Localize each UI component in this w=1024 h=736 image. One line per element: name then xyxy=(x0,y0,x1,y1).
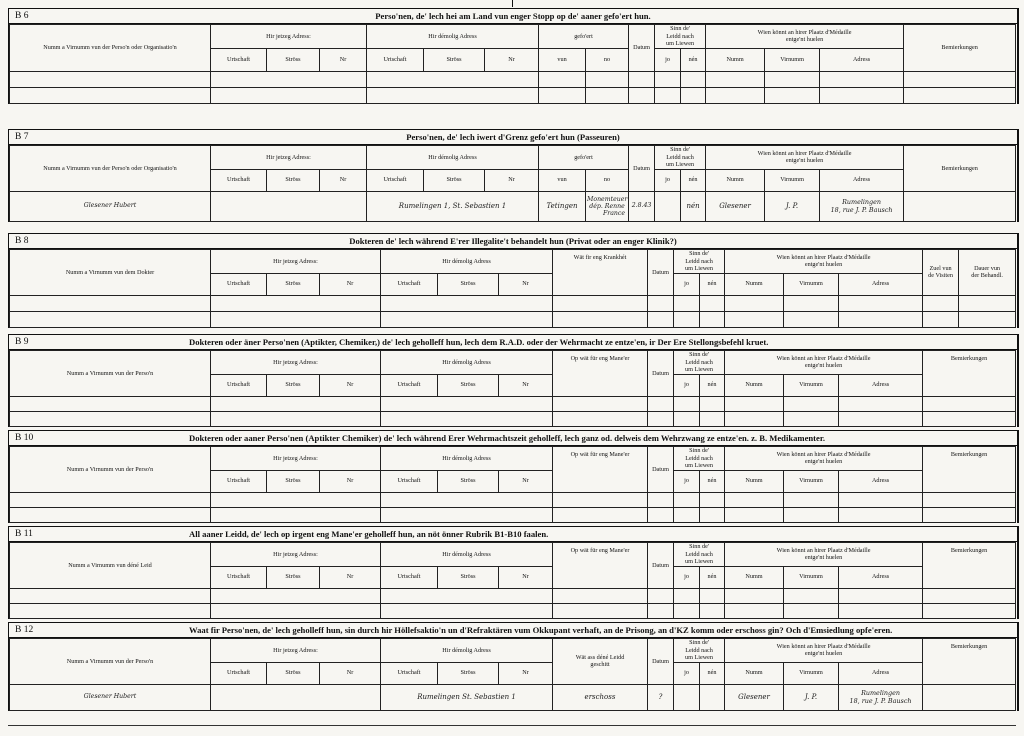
datum-header: Datum xyxy=(629,146,655,192)
stross-header: Ströss xyxy=(267,374,320,396)
sinn-line3: um Liewen xyxy=(685,654,714,661)
entry-row xyxy=(10,87,1016,103)
nr-header: Nr xyxy=(320,470,381,492)
datum-header: Datum xyxy=(648,250,674,296)
hir-adress-header: Hir jetzeg Adress: xyxy=(211,447,381,471)
bemierkungen-header: Bemierkungen xyxy=(923,639,1016,685)
wien-line2: entge'nt huelen xyxy=(804,554,843,562)
jo-header: jo xyxy=(674,566,700,588)
sinn-line2: Leidd nach xyxy=(685,454,713,462)
op-wat-header: Op wät für eng Mane'er xyxy=(553,447,648,493)
section-id: B 12 xyxy=(15,625,34,635)
jo-header: jo xyxy=(674,273,700,295)
numm-header: Numm xyxy=(725,566,784,588)
nr-header: Nr xyxy=(499,470,553,492)
entry-numm: Glesener xyxy=(725,684,784,710)
sinn-line3: um Liewen xyxy=(685,462,714,469)
entry-numm: Glesener xyxy=(706,191,765,221)
stross-header: Ströss xyxy=(267,273,320,295)
stross-header: Ströss xyxy=(438,566,499,588)
section-title: All aaner Leidd, de' lech op irgent eng Mane'er geholleff hun, an nöt önner Rubrik B1-B10 faalen. xyxy=(189,529,549,539)
gefoert-header: gefo'ert xyxy=(539,25,629,49)
entry-row xyxy=(10,311,1016,327)
section-b10 xyxy=(8,430,1019,523)
jo-header: jo xyxy=(674,374,700,396)
nr-header: Nr xyxy=(320,374,381,396)
sinn-header xyxy=(674,250,725,274)
datum-header: Datum xyxy=(648,543,674,589)
entry-no-line2: dép. Renne xyxy=(589,202,625,210)
wien-header xyxy=(706,25,904,49)
stross-header: Ströss xyxy=(424,48,485,71)
entry-adress-line2: 18, rue J. P. Bausch xyxy=(849,697,912,705)
virnumm-header: Virnumm xyxy=(784,273,839,295)
sinn-line2: Leidd nach xyxy=(685,358,713,366)
sinn-line1: Sinn de' xyxy=(689,639,709,646)
page-bottom-rule xyxy=(8,725,1016,726)
bemierkungen-header: Bemierkungen xyxy=(923,447,1016,493)
nr-header: Nr xyxy=(320,48,367,71)
entry-nen: nén xyxy=(681,191,706,221)
dauer-behandl-header xyxy=(959,250,1016,296)
section-b10-table xyxy=(9,446,1016,523)
hir-demolig-header: Hir démolig Adress xyxy=(381,250,553,274)
urtschaft-header: Urtschaft xyxy=(381,273,438,295)
urtschaft-header: Urtschaft xyxy=(211,374,267,396)
section-id: B 9 xyxy=(15,337,29,347)
bemierkungen-header: Bemierkungen xyxy=(923,543,1016,589)
wien-line2: entge'nt huelen xyxy=(804,458,843,466)
nen-header: nén xyxy=(700,566,725,588)
zuel-visiten-header xyxy=(923,250,959,296)
urtschaft-header: Urtschaft xyxy=(381,374,438,396)
stross-header: Ströss xyxy=(438,374,499,396)
nr-header: Nr xyxy=(320,273,381,295)
name-col-header: Numm a Virnumm vun der Perso'n xyxy=(10,351,211,397)
entry-datum: 2.8.43 xyxy=(629,191,655,221)
numm-header: Numm xyxy=(706,169,765,191)
hir-demolig-header: Hir démolig Adress xyxy=(367,25,539,49)
hir-adress-header: Hir jetzeg Adress: xyxy=(211,543,381,567)
wien-line2: entge'nt huelen xyxy=(785,157,824,165)
op-wat-header: Op wät für eng Mane'er xyxy=(553,543,648,589)
urtschaft-header: Urtschaft xyxy=(367,48,424,71)
wien-line1: Wien könnt an hirer Plaatz d'Médaille xyxy=(776,354,871,362)
no-header: no xyxy=(586,169,629,191)
stross-header: Ströss xyxy=(438,662,499,684)
wien-line2: entge'nt huelen xyxy=(804,261,843,269)
jo-header: jo xyxy=(655,169,681,191)
wien-line2: entge'nt huelen xyxy=(804,362,843,370)
name-col-header: Numm a Virnumm vun der Perso'n oder Organisatio'n xyxy=(10,146,211,192)
entry-row xyxy=(10,603,1016,618)
virnumm-header: Virnumm xyxy=(765,169,820,191)
adress-header: Adress xyxy=(839,566,923,588)
sinn-line1: Sinn de' xyxy=(670,146,690,153)
stross-header: Ströss xyxy=(424,169,485,191)
nen-header: nén xyxy=(681,169,706,191)
entry-adress-line1: Rumelingen xyxy=(842,198,882,206)
sinn-header xyxy=(674,639,725,663)
nr-header: Nr xyxy=(499,566,553,588)
hir-adress-header: Hir jetzeg Adress: xyxy=(211,250,381,274)
section-b12 xyxy=(8,622,1019,711)
entry-row xyxy=(10,411,1016,426)
entry-wat: erschoss xyxy=(553,684,648,710)
virnumm-header: Virnumm xyxy=(784,374,839,396)
hir-adress-header: Hir jetzeg Adress: xyxy=(211,146,367,170)
section-b8-title-row xyxy=(9,234,1017,249)
adress-header: Adress xyxy=(820,169,904,191)
entry-demolig-adress: Rumelingen St. Sebastien 1 xyxy=(381,684,553,710)
datum-header: Datum xyxy=(629,25,655,72)
entry-row xyxy=(10,71,1016,87)
section-b10-title-row xyxy=(9,431,1017,446)
entry-row xyxy=(10,588,1016,603)
section-b7 xyxy=(8,129,1019,222)
stross-header: Ströss xyxy=(438,470,499,492)
name-col-header: Numm a Virnumm vun der Perso'n oder Organisatio'n xyxy=(10,25,211,72)
wien-line1: Wien könnt an hirer Plaatz d'Médaille xyxy=(757,149,852,157)
adress-header: Adress xyxy=(839,374,923,396)
numm-header: Numm xyxy=(725,470,784,492)
wien-header xyxy=(725,250,923,274)
entry-no-line3: France xyxy=(602,209,626,217)
urtschaft-header: Urtschaft xyxy=(211,566,267,588)
bemierkungen-header: Bemierkungen xyxy=(904,146,1016,192)
wien-line1: Wien könnt an hirer Plaatz d'Médaille xyxy=(776,253,871,261)
hir-adress-header: Hir jetzeg Adress: xyxy=(211,351,381,375)
entry-name: Glesener Hubert xyxy=(10,191,211,221)
vun-header: vun xyxy=(539,48,586,71)
wat-line2: geschitt xyxy=(590,661,610,669)
section-title: Perso'nen, de' lech hei am Land vun enger Stopp op de' aaner gefo'ert hun. xyxy=(375,11,651,21)
sinn-line2: Leidd nach xyxy=(685,257,713,265)
vun-header: vun xyxy=(539,169,586,191)
entry-no xyxy=(586,191,629,221)
datum-header: Datum xyxy=(648,639,674,685)
zuel-line2: de Visiten xyxy=(928,272,953,280)
section-b12-title-row xyxy=(9,623,1017,638)
hir-demolig-header: Hir démolig Adress xyxy=(381,351,553,375)
wien-line2: entge'nt huelen xyxy=(785,36,824,44)
adress-header: Adress xyxy=(839,470,923,492)
wat-line1: Wät ass déné Leidd xyxy=(575,653,625,661)
bemierkungen-header: Bemierkungen xyxy=(904,25,1016,72)
entry-adress xyxy=(839,684,923,710)
numm-header: Numm xyxy=(725,273,784,295)
sinn-line3: um Liewen xyxy=(685,558,714,565)
section-title: Dokteren oder aaner Perso'nen (Aptikter Chemiker) de' lech während Erer Wehrmachtszeit geholleff, lech ganz od. delweis dem Wehrzwang ze entze'en. z. B. Medikamenter. xyxy=(189,433,826,443)
virnumm-header: Virnumm xyxy=(784,566,839,588)
sinn-line2: Leidd nach xyxy=(666,32,694,40)
entry-no-line1: Monemteuer xyxy=(587,195,628,203)
stross-header: Ströss xyxy=(438,273,499,295)
urtschaft-header: Urtschaft xyxy=(367,169,424,191)
entry-adress xyxy=(820,191,904,221)
op-wat-header: Op wät für eng Mane'er xyxy=(553,351,648,397)
urtschaft-header: Urtschaft xyxy=(211,662,267,684)
section-title: Waat fir Perso'nen, de' lech geholleff hun, sin durch hir Höllefsaktio'n un d'Refraktären vum Okkupant verhaft, an de Prisong, an d'KZ komm oder erschoss gin? Och d'Emsiedlung opfe'eren. xyxy=(189,625,893,635)
zuel-line1: Zuel vun xyxy=(929,264,952,272)
urtschaft-header: Urtschaft xyxy=(381,662,438,684)
entry-vun: Tetingen xyxy=(539,191,586,221)
section-b6-title-row xyxy=(9,9,1017,24)
nr-header: Nr xyxy=(499,273,553,295)
entry-row xyxy=(10,507,1016,522)
hir-demolig-header: Hir démolig Adress xyxy=(381,639,553,663)
section-b12-table xyxy=(9,638,1016,711)
section-title: Perso'nen, de' lech iwert d'Grenz gefo'ert hun (Passeuren) xyxy=(406,132,620,142)
entry-row xyxy=(10,396,1016,411)
virnumm-header: Virnumm xyxy=(765,48,820,71)
section-b11-table xyxy=(9,542,1016,619)
wien-header xyxy=(706,146,904,170)
wien-header xyxy=(725,447,923,471)
hir-adress-header: Hir jetzeg Adress: xyxy=(211,639,381,663)
adress-header: Adress xyxy=(839,662,923,684)
jo-header: jo xyxy=(674,662,700,684)
bemierkungen-header: Bemierkungen xyxy=(923,351,1016,397)
section-b11 xyxy=(8,526,1019,619)
entry-row xyxy=(10,684,1016,710)
datum-header: Datum xyxy=(648,351,674,397)
hir-demolig-header: Hir démolig Adress xyxy=(381,543,553,567)
stross-header: Ströss xyxy=(267,662,320,684)
name-col-header: Numm a Virnumm vun der Perso'n xyxy=(10,447,211,493)
section-b6 xyxy=(8,8,1019,104)
section-b7-title-row xyxy=(9,130,1017,145)
sinn-line3: um Liewen xyxy=(685,265,714,272)
entry-adress-line2: 18, rue J. P. Bausch xyxy=(830,206,893,214)
sinn-header xyxy=(674,351,725,375)
entry-virnumm: J. P. xyxy=(765,191,820,221)
urtschaft-header: Urtschaft xyxy=(381,566,438,588)
name-col-header: Numm a Virnumm vun déné Leid xyxy=(10,543,211,589)
wien-header xyxy=(725,639,923,663)
name-col-header: Numm a Virnumm vun der Perso'n xyxy=(10,639,211,685)
sinn-header xyxy=(655,146,706,170)
section-b8-table xyxy=(9,249,1016,328)
nr-header: Nr xyxy=(320,662,381,684)
wien-line1: Wien könnt an hirer Plaatz d'Médaille xyxy=(776,450,871,458)
section-id: B 7 xyxy=(15,132,29,142)
hir-adress-header: Hir jetzeg Adress: xyxy=(211,25,367,49)
nr-header: Nr xyxy=(485,169,539,191)
section-b8 xyxy=(8,233,1019,328)
dauer-line1: Dauer vun xyxy=(974,264,1001,272)
stross-header: Ströss xyxy=(267,566,320,588)
wien-line1: Wien könnt an hirer Plaatz d'Médaille xyxy=(757,28,852,36)
urtschaft-header: Urtschaft xyxy=(381,470,438,492)
virnumm-header: Virnumm xyxy=(784,470,839,492)
urtschaft-header: Urtschaft xyxy=(211,48,267,71)
stross-header: Ströss xyxy=(267,470,320,492)
entry-virnumm: J. P. xyxy=(784,684,839,710)
section-b9-title-row xyxy=(9,335,1017,350)
nr-header: Nr xyxy=(320,566,381,588)
sinn-line1: Sinn de' xyxy=(670,25,690,32)
nr-header: Nr xyxy=(499,374,553,396)
sinn-line1: Sinn de' xyxy=(689,351,709,358)
entry-datum: ? xyxy=(648,684,674,710)
wien-line1: Wien könnt an hirer Plaatz d'Médaille xyxy=(776,642,871,650)
section-b7-table xyxy=(9,145,1016,222)
section-id: B 10 xyxy=(15,433,34,443)
datum-header: Datum xyxy=(648,447,674,493)
section-b9 xyxy=(8,334,1019,427)
nr-header: Nr xyxy=(499,662,553,684)
section-b11-title-row xyxy=(9,527,1017,542)
section-id: B 6 xyxy=(15,11,29,21)
hir-demolig-header: Hir démolig Adress xyxy=(367,146,539,170)
jo-header: jo xyxy=(674,470,700,492)
numm-header: Numm xyxy=(706,48,765,71)
sinn-header xyxy=(674,543,725,567)
sinn-header xyxy=(674,447,725,471)
nen-header: nén xyxy=(700,662,725,684)
nen-header: nén xyxy=(681,48,706,71)
entry-demolig-adress: Rumelingen 1, St. Sebastien 1 xyxy=(367,191,539,221)
entry-name: Glesener Hubert xyxy=(10,684,211,710)
adress-header: Adress xyxy=(839,273,923,295)
sinn-line1: Sinn de' xyxy=(689,543,709,550)
wat-geschitt-header xyxy=(553,639,648,685)
name-col-header: Numm a Virnumm vun dem Dokter xyxy=(10,250,211,296)
stross-header: Ströss xyxy=(267,169,320,191)
no-header: no xyxy=(586,48,629,71)
urtschaft-header: Urtschaft xyxy=(211,169,267,191)
stross-header: Ströss xyxy=(267,48,320,71)
wien-line2: entge'nt huelen xyxy=(804,650,843,658)
nen-header: nén xyxy=(700,470,725,492)
section-title: Dokteren de' lech während E'rer Illegalite't behandelt hun (Privat oder an enger Klinik?) xyxy=(349,236,677,246)
nr-header: Nr xyxy=(320,169,367,191)
sinn-line2: Leidd nach xyxy=(685,550,713,558)
krankheet-header: Wät fir eng Krankhét xyxy=(553,250,648,296)
adress-header: Adress xyxy=(820,48,904,71)
wien-header xyxy=(725,543,923,567)
sinn-line2: Leidd nach xyxy=(666,153,694,161)
urtschaft-header: Urtschaft xyxy=(211,470,267,492)
sinn-line1: Sinn de' xyxy=(689,447,709,454)
section-b6-table xyxy=(9,24,1016,104)
numm-header: Numm xyxy=(725,374,784,396)
top-center-tick xyxy=(512,0,513,7)
sinn-line3: um Liewen xyxy=(666,40,695,47)
urtschaft-header: Urtschaft xyxy=(211,273,267,295)
section-title: Dokteren oder äner Perso'nen (Aptikter, Chemiker,) de' lech geholleff hun, lech dem R.A.D. oder der Wehrmacht ze entze'en, ir Der Ere Stellongsbefehl kruet. xyxy=(189,337,769,347)
numm-header: Numm xyxy=(725,662,784,684)
section-id: B 11 xyxy=(15,529,33,539)
sinn-line3: um Liewen xyxy=(685,366,714,373)
section-b9-table xyxy=(9,350,1016,427)
wien-line1: Wien könnt an hirer Plaatz d'Médaille xyxy=(776,546,871,554)
nen-header: nén xyxy=(700,273,725,295)
sinn-header xyxy=(655,25,706,49)
jo-header: jo xyxy=(655,48,681,71)
entry-adress-line1: Rumelingen xyxy=(861,689,901,697)
entry-row xyxy=(10,191,1016,221)
sinn-line2: Leidd nach xyxy=(685,646,713,654)
entry-row xyxy=(10,492,1016,507)
sinn-line3: um Liewen xyxy=(666,161,695,168)
hir-demolig-header: Hir démolig Adress xyxy=(381,447,553,471)
virnumm-header: Virnumm xyxy=(784,662,839,684)
gefoert-header: gefo'ert xyxy=(539,146,629,170)
entry-row xyxy=(10,295,1016,311)
dauer-line2: der Behandl. xyxy=(971,272,1003,280)
nr-header: Nr xyxy=(485,48,539,71)
section-id: B 8 xyxy=(15,236,29,246)
nen-header: nén xyxy=(700,374,725,396)
wien-header xyxy=(725,351,923,375)
sinn-line1: Sinn de' xyxy=(689,250,709,257)
